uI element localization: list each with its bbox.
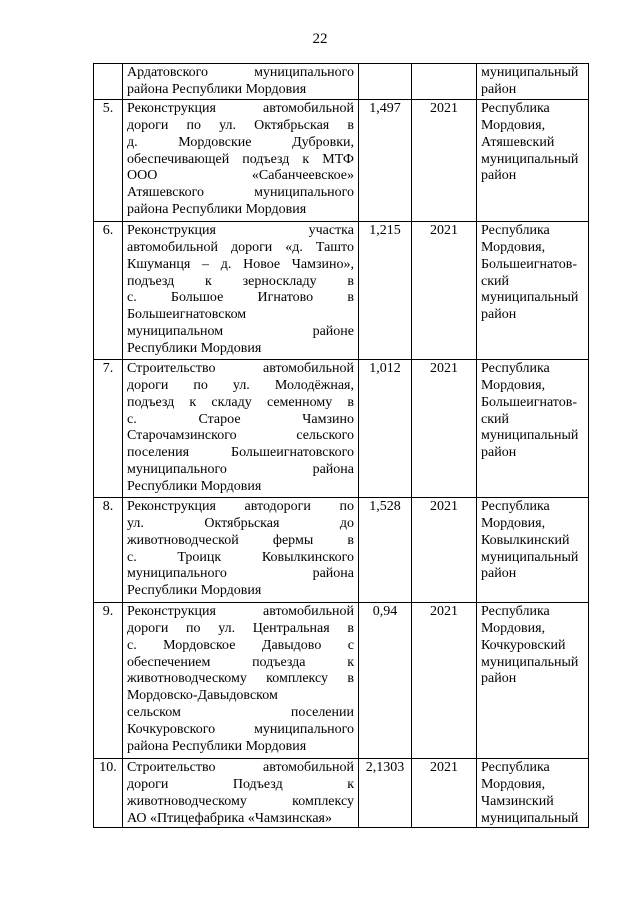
row-number-cell: 5. — [94, 99, 123, 221]
description-line: Реконструкция автомобильной — [127, 100, 354, 116]
description-line: ООО «Сабанчеевское» — [127, 168, 354, 184]
description-line: Большеигнатовском — [127, 307, 247, 323]
region-cell — [477, 758, 589, 828]
length-cell — [359, 64, 412, 100]
year-cell: 2021 — [412, 221, 477, 359]
description-line: Реконструкция автодороги по — [127, 498, 354, 514]
description-line: с. Троицк Ковылкинского — [127, 549, 354, 565]
region-line: муниципальный — [481, 428, 579, 444]
row-number-cell: 6. — [94, 221, 123, 359]
region-line: район — [481, 307, 517, 323]
region-line: район — [481, 445, 517, 461]
year-cell: 2021 — [412, 758, 477, 828]
table-row — [94, 602, 589, 758]
table-row — [94, 359, 589, 497]
region-line: Мордовия, — [481, 620, 546, 636]
region-line: Большеигнатов- — [481, 394, 578, 410]
description-cell — [123, 602, 359, 758]
table-row — [94, 99, 589, 221]
description-line: дороги Подъезд к — [127, 776, 354, 792]
row-number-cell: 9. — [94, 602, 123, 758]
description-line: муниципального района — [127, 566, 354, 582]
description-line: ул. Октябрьская до — [127, 515, 354, 531]
year-cell: 2021 — [412, 359, 477, 497]
description-line: Строительство автомобильной — [127, 360, 354, 376]
region-cell — [477, 99, 589, 221]
table-row — [94, 221, 589, 359]
length-cell: 1,215 — [359, 221, 412, 359]
description-line: дороги по ул. Октябрьская в — [127, 117, 354, 133]
projects-table-body — [94, 64, 589, 828]
region-line: муниципальный — [481, 549, 579, 565]
region-cell — [477, 64, 589, 100]
description-line: сельском поселении — [127, 705, 354, 721]
description-line: Республики Мордовия — [127, 341, 262, 357]
region-line: ский — [481, 273, 509, 289]
region-line: муниципальный — [481, 810, 579, 826]
row-number-cell: 7. — [94, 359, 123, 497]
region-line: Мордовия, — [481, 776, 546, 792]
region-line: район — [481, 671, 517, 687]
description-line: района Республики Мордовия — [127, 81, 307, 97]
description-cell — [123, 758, 359, 828]
projects-table — [93, 63, 589, 828]
description-line: животноводческой фермы в — [127, 532, 354, 548]
description-cell — [123, 497, 359, 602]
region-line: Мордовия, — [481, 117, 546, 133]
description-line: Старочамзинского сельского — [127, 428, 354, 444]
description-line: д. Мордовские Дубровки, — [127, 134, 354, 150]
description-line: Ардатовского муниципального — [127, 65, 354, 80]
description-line: подъезд к складу семенному в — [127, 394, 354, 410]
region-line: Республика — [481, 759, 550, 775]
page-number: 22 — [312, 31, 328, 47]
region-line: муниципальный — [481, 654, 579, 670]
description-line: обеспечивающей подъезд к МТФ — [127, 151, 354, 167]
region-line: Чамзинский — [481, 793, 554, 809]
length-cell: 2,1303 — [359, 758, 412, 828]
length-cell: 1,528 — [359, 497, 412, 602]
year-cell: 2021 — [412, 497, 477, 602]
region-line: район — [481, 566, 517, 582]
description-line: муниципальном районе — [127, 324, 354, 340]
region-cell — [477, 359, 589, 497]
description-line: с. Большое Игнатово в — [127, 290, 354, 306]
description-line: района Республики Мордовия — [127, 202, 307, 218]
region-line: ский — [481, 411, 509, 427]
description-cell — [123, 359, 359, 497]
description-cell — [123, 64, 359, 100]
description-line: Кшуманця – д. Новое Чамзино», — [127, 256, 354, 272]
description-line: Республики Мордовия — [127, 479, 262, 495]
table-row — [94, 497, 589, 602]
description-cell — [123, 221, 359, 359]
description-cell — [123, 99, 359, 221]
region-line: район — [481, 81, 517, 97]
region-line: Атяшевский — [481, 134, 555, 150]
region-line: Республика — [481, 360, 550, 376]
region-line: Большеигнатов- — [481, 256, 578, 272]
region-line: Кочкуровский — [481, 637, 566, 653]
description-line: Республики Мордовия — [127, 583, 262, 599]
year-cell: 2021 — [412, 99, 477, 221]
description-line: автомобильной дороги «д. Ташто — [127, 239, 354, 255]
region-line: Мордовия, — [481, 239, 546, 255]
region-line: Республика — [481, 222, 550, 238]
description-line: муниципального района — [127, 462, 354, 478]
row-number-cell: 8. — [94, 497, 123, 602]
description-line: подъезд к зерноскладу в — [127, 273, 354, 289]
length-cell: 1,497 — [359, 99, 412, 221]
region-line: Мордовия, — [481, 377, 546, 393]
row-number-cell: 10. — [94, 758, 123, 828]
description-line: Строительство автомобильной — [127, 759, 354, 775]
description-line: Кочкуровского муниципального — [127, 722, 354, 738]
region-line: Республика — [481, 498, 550, 514]
year-cell — [412, 64, 477, 100]
description-line: с. Мордовское Давыдово с — [127, 637, 354, 653]
description-line: дороги по ул. Молодёжная, — [127, 377, 354, 393]
region-line: Мордовия, — [481, 515, 546, 531]
table-row — [94, 64, 589, 100]
region-line: муниципальный — [481, 151, 579, 167]
region-cell — [477, 497, 589, 602]
region-line: муниципальный — [481, 65, 579, 80]
description-line: поселения Большеигнатовского — [127, 445, 354, 461]
region-cell — [477, 602, 589, 758]
year-cell: 2021 — [412, 602, 477, 758]
description-line: обеспечением подъезда к — [127, 654, 354, 670]
description-line: дороги по ул. Центральная в — [127, 620, 354, 636]
length-cell: 0,94 — [359, 602, 412, 758]
row-number-cell — [94, 64, 123, 100]
description-line: Атяшевского муниципального — [127, 185, 354, 201]
description-line: животноводческому комплексу в — [127, 671, 354, 687]
length-cell: 1,012 — [359, 359, 412, 497]
description-line: района Республики Мордовия — [127, 739, 307, 755]
table-row — [94, 758, 589, 828]
description-line: животноводческому комплексу — [127, 793, 354, 809]
description-line: Мордовско-Давыдовском — [127, 688, 278, 704]
description-line: АО «Птицефабрика «Чамзинская» — [127, 810, 332, 826]
region-line: муниципальный — [481, 290, 579, 306]
description-line: Реконструкция автомобильной — [127, 603, 354, 619]
region-line: район — [481, 168, 517, 184]
region-line: Республика — [481, 603, 550, 619]
region-cell — [477, 221, 589, 359]
region-line: Ковылкинский — [481, 532, 570, 548]
description-line: Реконструкция участка — [127, 222, 354, 238]
region-line: Республика — [481, 100, 550, 116]
description-line: с. Старое Чамзино — [127, 411, 354, 427]
